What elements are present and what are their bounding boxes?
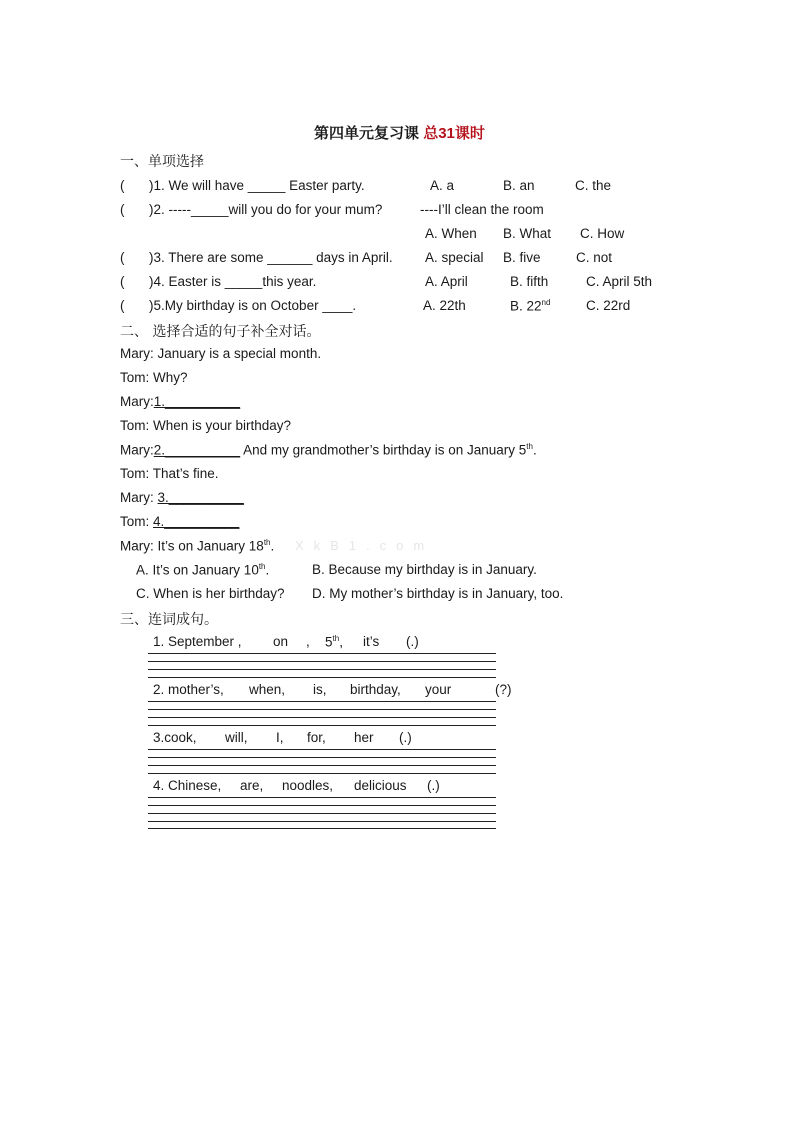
option-b-text: B. 22 xyxy=(510,298,542,314)
option-b: B. an xyxy=(503,178,535,193)
dialogue-line-6: Tom: That’s fine. xyxy=(120,466,219,481)
word: birthday, xyxy=(350,682,401,697)
word: are, xyxy=(240,778,264,793)
word: for, xyxy=(307,730,326,745)
option-a: A. April xyxy=(425,274,468,289)
option-c: C. the xyxy=(575,178,612,193)
answer-blank: 4.__________ xyxy=(153,514,240,529)
word: (.) xyxy=(406,634,419,649)
word: I, xyxy=(276,730,284,745)
word: on xyxy=(273,634,289,649)
answer-paren: ( xyxy=(120,298,125,313)
line-text: Mary: It’s on January 18 xyxy=(120,538,264,554)
option-a-sup: th xyxy=(258,562,266,571)
option-c: C. not xyxy=(576,250,613,265)
writing-line xyxy=(148,725,496,726)
dialogue-line-3 xyxy=(120,394,240,409)
writing-line xyxy=(148,701,496,702)
option-c: C. How xyxy=(580,226,625,241)
word: will, xyxy=(225,730,248,745)
writing-line xyxy=(148,757,496,758)
writing-line xyxy=(148,669,496,670)
dialogue-line-7 xyxy=(120,490,244,505)
word: 2. mother’s, xyxy=(153,682,224,697)
answer-paren: ( xyxy=(120,250,125,265)
writing-line xyxy=(148,653,496,654)
option-b xyxy=(510,298,550,314)
word: (?) xyxy=(495,682,512,697)
dialogue-line-5 xyxy=(120,442,537,458)
word-sup: th xyxy=(332,634,340,643)
writing-line xyxy=(148,828,496,829)
option-c: C. April 5th xyxy=(586,274,653,289)
option-a-end: . xyxy=(265,562,270,578)
section3-heading: 三、连词成句。 xyxy=(120,612,218,628)
word-end: , xyxy=(339,634,343,650)
line-sup: th xyxy=(526,442,533,451)
speaker: Tom: xyxy=(120,514,154,529)
section2-heading: 二、 选择合适的句子补全对话。 xyxy=(120,324,321,340)
answer-blank: 2.__________ xyxy=(153,442,241,458)
writing-line xyxy=(148,765,496,766)
question-reply: ----I’ll clean the room xyxy=(420,202,544,217)
question-stem: )2. -----_____will you do for your mum? xyxy=(149,202,383,217)
line-end: . xyxy=(270,538,275,554)
writing-line xyxy=(148,821,496,822)
word: , xyxy=(306,634,310,649)
speaker: Mary: xyxy=(120,490,158,505)
answer-blank: 3.__________ xyxy=(157,490,244,505)
writing-line xyxy=(148,677,496,678)
answer-paren: ( xyxy=(120,178,125,193)
option-c: C. When is her birthday? xyxy=(136,586,285,601)
word: 4. Chinese, xyxy=(153,778,222,793)
writing-line xyxy=(148,749,496,750)
page-title xyxy=(314,122,485,143)
line-sup: th xyxy=(263,538,271,547)
speaker: Mary: xyxy=(120,442,154,458)
line-text: And my grandmother’s birthday is on January 5 xyxy=(240,442,527,458)
question-stem: )1. We will have _____ Easter party. xyxy=(149,178,365,193)
line-end: . xyxy=(532,442,537,458)
writing-line xyxy=(148,661,496,662)
dialogue-line-8 xyxy=(120,514,239,529)
title-main: 第四单元复习课 xyxy=(314,125,420,142)
question-stem: )5.My birthday is on October ____. xyxy=(149,298,357,313)
speaker: Mary: xyxy=(120,394,154,409)
answer-paren: ( xyxy=(120,274,125,289)
writing-line xyxy=(148,773,496,774)
title-lesson: 总31课时 xyxy=(423,125,485,142)
option-a: A. a xyxy=(430,178,455,193)
option-b: B. What xyxy=(503,226,552,241)
section1-heading: 一、单项选择 xyxy=(120,154,204,170)
option-c: C. 22rd xyxy=(586,298,631,313)
option-a: A. When xyxy=(425,226,477,241)
question-stem: )3. There are some ______ days in April. xyxy=(149,250,393,265)
dialogue-line-4: Tom: When is your birthday? xyxy=(120,418,292,433)
option-a-text: A. It’s on January 10 xyxy=(136,562,259,578)
word: (.) xyxy=(399,730,412,745)
option-b: B. Because my birthday is in January. xyxy=(312,562,537,577)
word xyxy=(325,634,343,650)
dialogue-line-1: Mary: January is a special month. xyxy=(120,346,322,361)
watermark: XkB1.com xyxy=(295,538,435,553)
word: noodles, xyxy=(282,778,334,793)
option-d: D. My mother’s birthday is in January, too. xyxy=(312,586,564,601)
dialogue-line-2: Tom: Why? xyxy=(120,370,188,385)
writing-line xyxy=(148,797,496,798)
option-a: A. 22th xyxy=(423,298,466,313)
option-b-sup: nd xyxy=(541,298,551,307)
answer-paren: ( xyxy=(120,202,125,217)
word: is, xyxy=(313,682,327,697)
writing-line xyxy=(148,717,496,718)
writing-line xyxy=(148,805,496,806)
writing-line xyxy=(148,709,496,710)
word: your xyxy=(425,682,452,697)
question-stem: )4. Easter is _____this year. xyxy=(149,274,317,289)
answer-blank: 1.__________ xyxy=(153,394,241,409)
word: (.) xyxy=(427,778,440,793)
option-a xyxy=(136,562,269,578)
option-a: A. special xyxy=(425,250,484,265)
word: her xyxy=(354,730,374,745)
word: when, xyxy=(249,682,286,697)
word: 3.cook, xyxy=(153,730,197,745)
writing-line xyxy=(148,813,496,814)
option-b: B. five xyxy=(503,250,541,265)
option-b: B. fifth xyxy=(510,274,549,289)
dialogue-line-9 xyxy=(120,538,274,554)
word: it’s xyxy=(363,634,380,649)
word: 1. September , xyxy=(153,634,242,649)
word-text: 5 xyxy=(325,634,333,650)
word: delicious xyxy=(354,778,407,793)
